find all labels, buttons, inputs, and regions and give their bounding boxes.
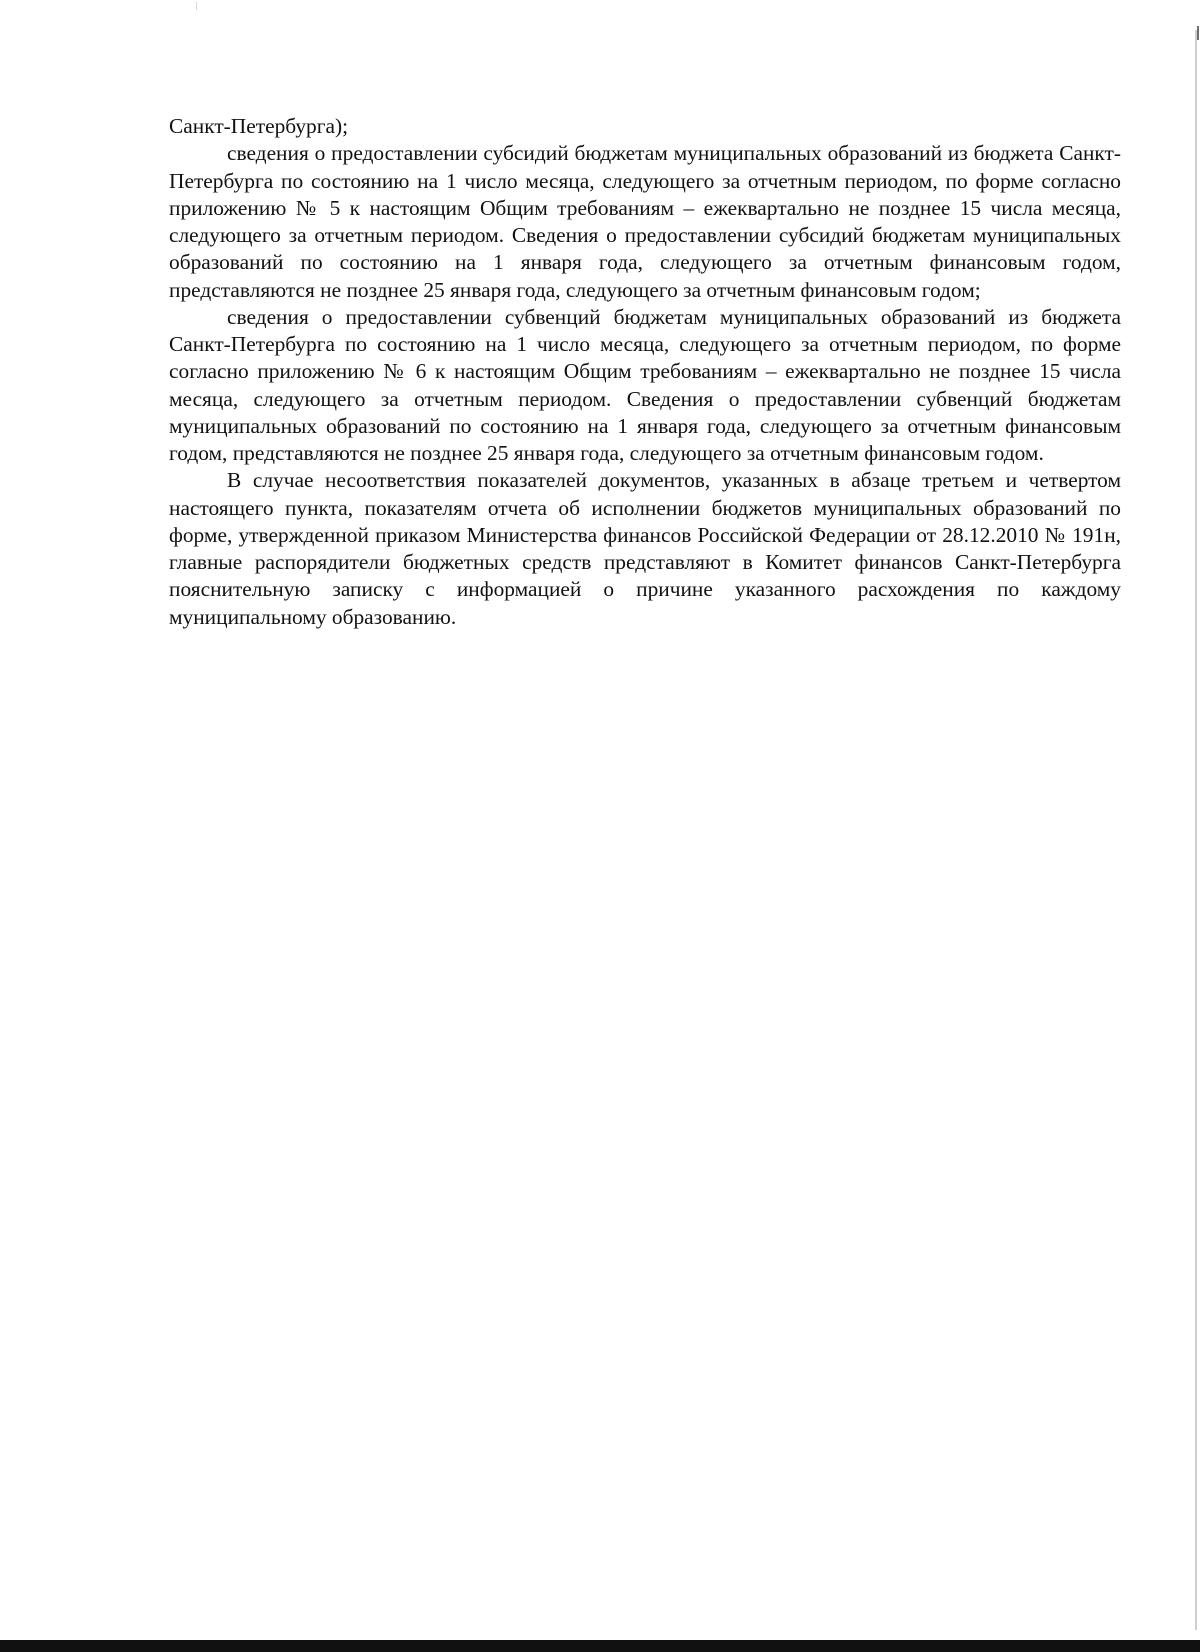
paragraph-discrepancy: В случае несоответствия показателей документов, указанных в абзаце третьем и четвертом настоящего пункта, показателям отчета об исполнении бюджетов муниципальных образований по форме, утвержденной приказом Министерства финансов Российской Федерации от 28.12.2010 № 191н, главные распорядители бюджетных средств представляют в Комитет финансов Санкт-Петербурга пояснительную записку с информацией о причине указанного расхождения по каждому муниципальному образованию. bbox=[169, 468, 1121, 629]
scan-artifact-top bbox=[196, 2, 197, 10]
document-body bbox=[169, 113, 1121, 631]
scan-artifact-right-mark bbox=[1197, 26, 1199, 40]
paragraph-subsidies: сведения о предоставлении субсидий бюджетам муниципальных образований из бюджета Санкт-Петербурга по состоянию на 1 число месяца, следующего за отчетным периодом, по форме согласно приложению № 5 к настоящим Общим требованиям – ежеквартально не позднее 15 числа месяца, следующего за отчетным периодом. Сведения о предоставлении субсидий бюджетам муниципальных образований по состоянию на 1 января года, следующего за отчетным финансовым годом, представляются не позднее 25 января года, следующего за отчетным финансовым годом; bbox=[169, 141, 1121, 302]
paragraph-continuation: Санкт-Петербурга); bbox=[169, 114, 349, 138]
scan-artifact-bottom-bar bbox=[0, 1640, 1200, 1652]
scan-artifact-right-edge bbox=[1195, 30, 1197, 1630]
paragraph-subventions: сведения о предоставлении субвенций бюджетам муниципальных образований из бюджета Санкт-Петербурга по состоянию на 1 число месяца, следующего за отчетным периодом, по форме согласно приложению № 6 к настоящим Общим требованиям – ежеквартально не позднее 15 числа месяца, следующего за отчетным периодом. Сведения о предоставлении субвенций бюджетам муниципальных образований по состоянию на 1 января года, следующего за отчетным финансовым годом, представляются не позднее 25 января года, следующего за отчетным финансовым годом. bbox=[169, 304, 1121, 465]
